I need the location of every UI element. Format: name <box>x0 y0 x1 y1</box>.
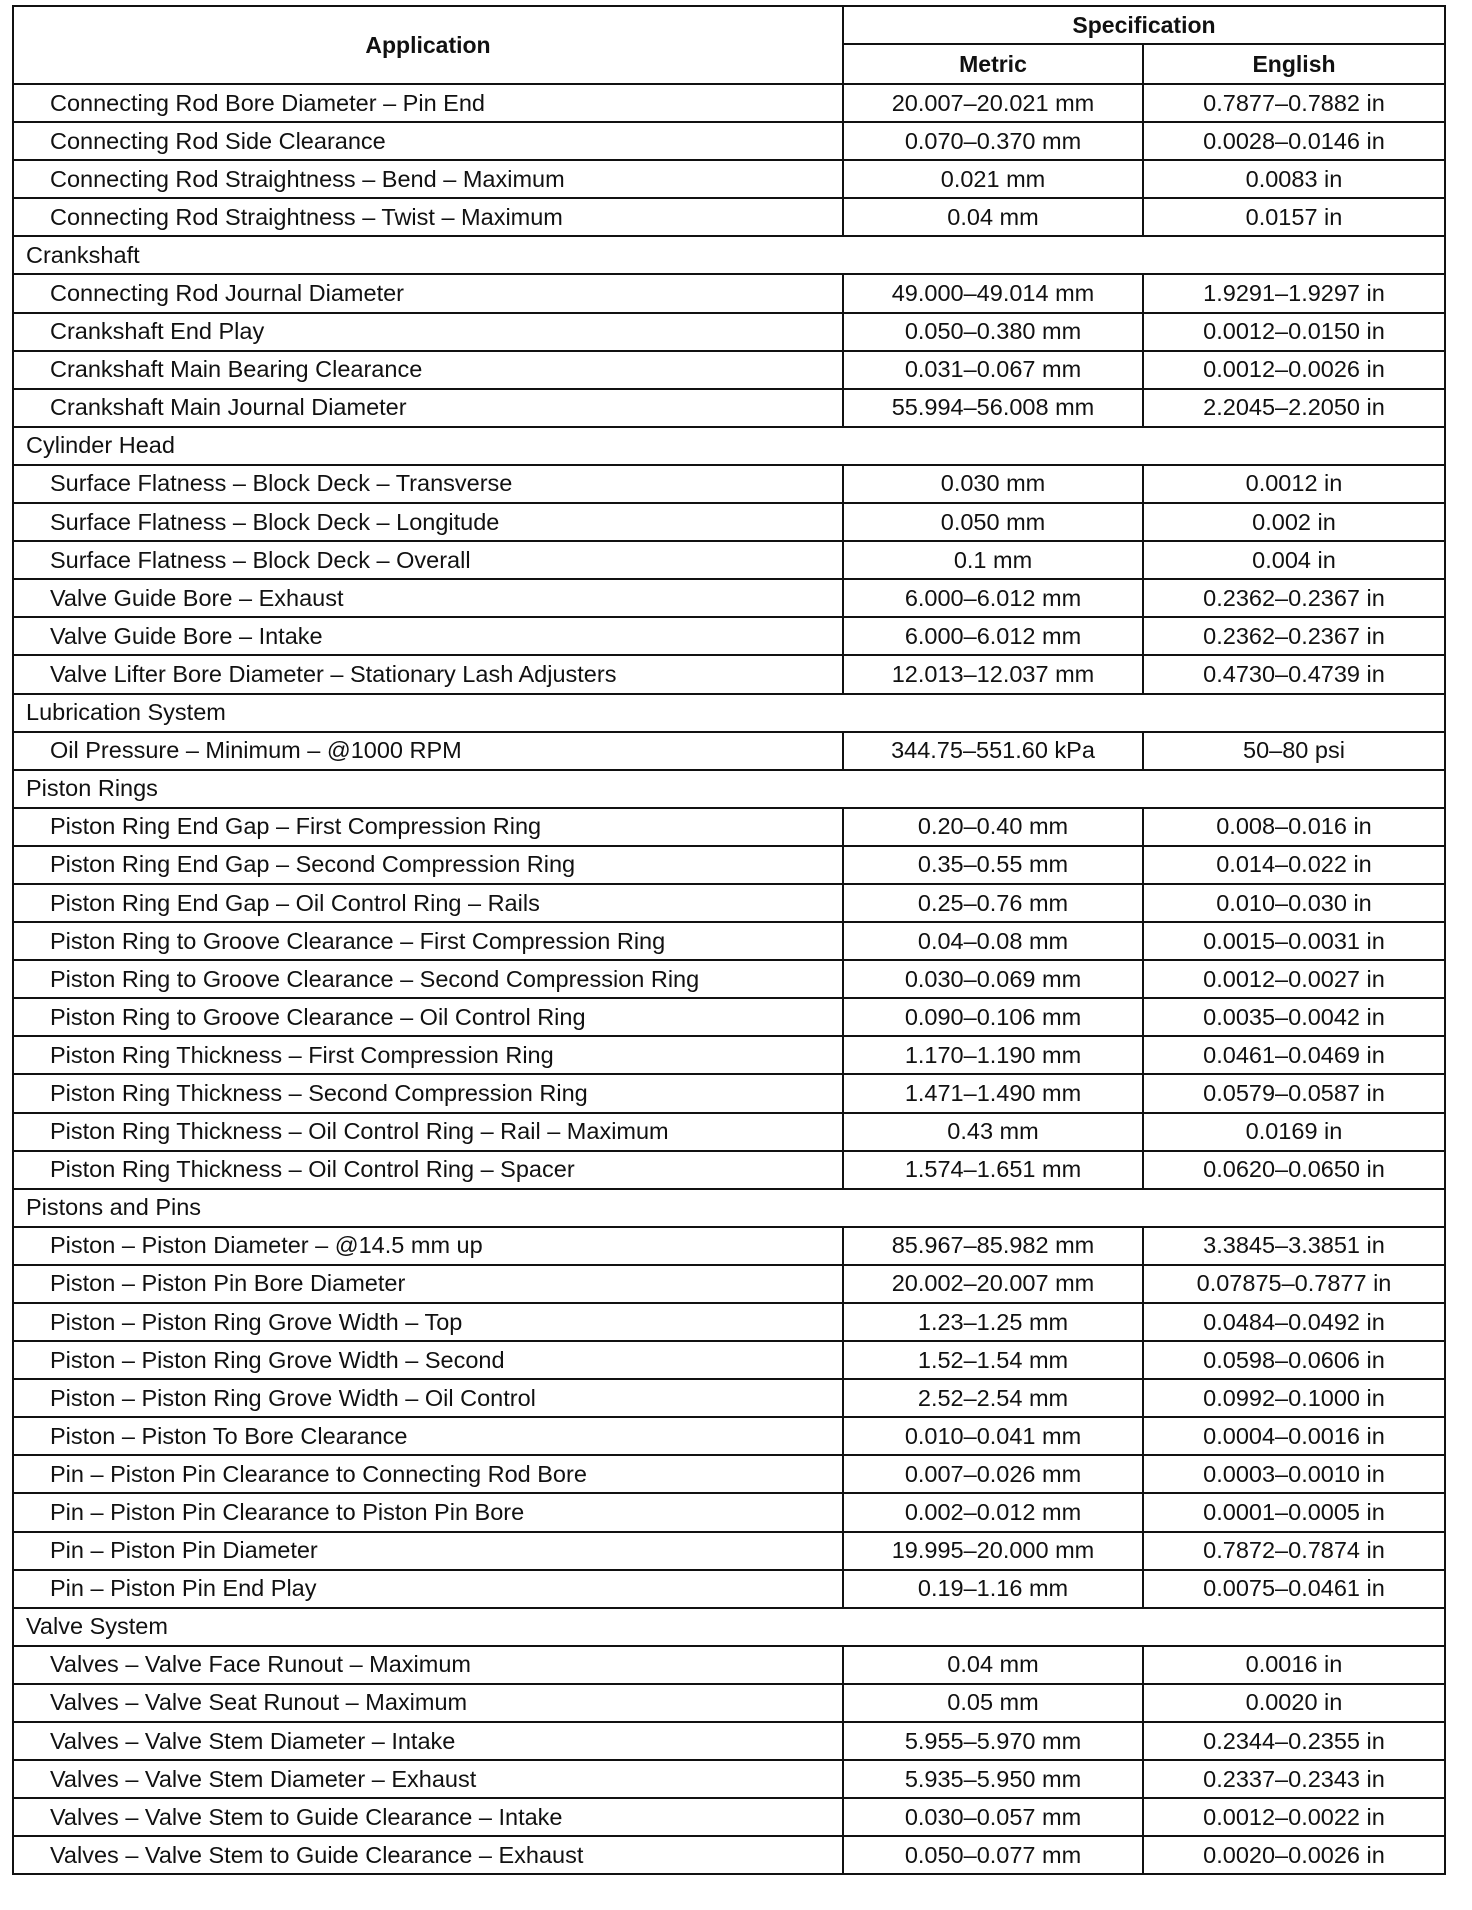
section-row <box>13 236 1445 274</box>
table-row <box>13 998 1445 1036</box>
table-body <box>13 84 1445 1874</box>
section-heading: Valve System <box>13 1608 1445 1646</box>
english-cell: 0.002 in <box>1143 503 1445 541</box>
section-row <box>13 694 1445 732</box>
table-row <box>13 655 1445 693</box>
table-row <box>13 1532 1445 1570</box>
application-cell: Piston Ring End Gap – Second Compression Ring <box>13 846 843 884</box>
section-heading: Crankshaft <box>13 236 1445 274</box>
metric-cell: 0.04–0.08 mm <box>843 922 1143 960</box>
english-cell: 0.0461–0.0469 in <box>1143 1036 1445 1074</box>
application-cell: Piston Ring Thickness – Oil Control Ring – Spacer <box>13 1151 843 1189</box>
section-heading: Pistons and Pins <box>13 1189 1445 1227</box>
english-cell: 0.0035–0.0042 in <box>1143 998 1445 1036</box>
english-cell: 0.0020 in <box>1143 1684 1445 1722</box>
application-cell: Piston – Piston Ring Grove Width – Second <box>13 1341 843 1379</box>
metric-cell: 0.030–0.057 mm <box>843 1798 1143 1836</box>
section-row <box>13 1189 1445 1227</box>
metric-cell: 19.995–20.000 mm <box>843 1532 1143 1570</box>
table-row <box>13 884 1445 922</box>
application-cell: Valves – Valve Stem to Guide Clearance – Exhaust <box>13 1836 843 1874</box>
english-cell: 0.07875–0.7877 in <box>1143 1265 1445 1303</box>
metric-cell: 0.030 mm <box>843 465 1143 503</box>
english-cell: 0.2337–0.2343 in <box>1143 1760 1445 1798</box>
table-row <box>13 198 1445 236</box>
application-cell: Piston Ring End Gap – Oil Control Ring – Rails <box>13 884 843 922</box>
metric-cell: 1.574–1.651 mm <box>843 1151 1143 1189</box>
metric-cell: 0.04 mm <box>843 1646 1143 1684</box>
application-cell: Valves – Valve Stem Diameter – Exhaust <box>13 1760 843 1798</box>
section-heading: Lubrication System <box>13 694 1445 732</box>
english-cell: 0.0015–0.0031 in <box>1143 922 1445 960</box>
metric-cell: 0.007–0.026 mm <box>843 1455 1143 1493</box>
metric-cell: 5.935–5.950 mm <box>843 1760 1143 1798</box>
table-row <box>13 1646 1445 1684</box>
english-cell: 0.0003–0.0010 in <box>1143 1455 1445 1493</box>
application-cell: Valves – Valve Stem Diameter – Intake <box>13 1722 843 1760</box>
application-cell: Surface Flatness – Block Deck – Overall <box>13 541 843 579</box>
table-row <box>13 846 1445 884</box>
table-row <box>13 1379 1445 1417</box>
english-cell: 0.0484–0.0492 in <box>1143 1303 1445 1341</box>
metric-cell: 0.070–0.370 mm <box>843 122 1143 160</box>
english-cell: 0.0598–0.0606 in <box>1143 1341 1445 1379</box>
application-cell: Valve Guide Bore – Intake <box>13 617 843 655</box>
metric-cell: 20.002–20.007 mm <box>843 1265 1143 1303</box>
english-cell: 50–80 psi <box>1143 732 1445 770</box>
english-cell: 3.3845–3.3851 in <box>1143 1227 1445 1265</box>
english-cell: 0.004 in <box>1143 541 1445 579</box>
application-cell: Surface Flatness – Block Deck – Transverse <box>13 465 843 503</box>
application-cell: Piston – Piston Ring Grove Width – Top <box>13 1303 843 1341</box>
metric-cell: 0.002–0.012 mm <box>843 1493 1143 1531</box>
metric-cell: 55.994–56.008 mm <box>843 389 1143 427</box>
application-cell: Piston – Piston Ring Grove Width – Oil Control <box>13 1379 843 1417</box>
spec-sheet <box>12 5 1444 1875</box>
table-row <box>13 1722 1445 1760</box>
english-cell: 0.0620–0.0650 in <box>1143 1151 1445 1189</box>
table-row <box>13 922 1445 960</box>
english-cell: 0.7877–0.7882 in <box>1143 84 1445 122</box>
metric-cell: 20.007–20.021 mm <box>843 84 1143 122</box>
english-cell: 0.0992–0.1000 in <box>1143 1379 1445 1417</box>
application-cell: Piston Ring Thickness – First Compression Ring <box>13 1036 843 1074</box>
application-cell: Piston Ring to Groove Clearance – Second Compression Ring <box>13 960 843 998</box>
table-row <box>13 122 1445 160</box>
engine-spec-table <box>12 5 1446 1875</box>
metric-cell: 2.52–2.54 mm <box>843 1379 1143 1417</box>
table-row <box>13 960 1445 998</box>
table-row <box>13 579 1445 617</box>
metric-cell: 0.030–0.069 mm <box>843 960 1143 998</box>
section-row <box>13 1608 1445 1646</box>
application-cell: Pin – Piston Pin Clearance to Connecting Rod Bore <box>13 1455 843 1493</box>
english-cell: 0.2344–0.2355 in <box>1143 1722 1445 1760</box>
english-cell: 1.9291–1.9297 in <box>1143 274 1445 312</box>
english-cell: 0.0083 in <box>1143 160 1445 198</box>
application-cell: Surface Flatness – Block Deck – Longitude <box>13 503 843 541</box>
english-cell: 0.2362–0.2367 in <box>1143 617 1445 655</box>
section-heading: Cylinder Head <box>13 427 1445 465</box>
application-cell: Valves – Valve Face Runout – Maximum <box>13 1646 843 1684</box>
application-cell: Pin – Piston Pin End Play <box>13 1570 843 1608</box>
application-cell: Pin – Piston Pin Diameter <box>13 1532 843 1570</box>
english-cell: 0.0004–0.0016 in <box>1143 1417 1445 1455</box>
metric-cell: 344.75–551.60 kPa <box>843 732 1143 770</box>
metric-cell: 0.35–0.55 mm <box>843 846 1143 884</box>
section-row <box>13 427 1445 465</box>
english-cell: 0.0157 in <box>1143 198 1445 236</box>
table-row <box>13 351 1445 389</box>
metric-cell: 1.471–1.490 mm <box>843 1074 1143 1112</box>
table-row <box>13 1455 1445 1493</box>
english-cell: 0.0075–0.0461 in <box>1143 1570 1445 1608</box>
application-cell: Piston Ring Thickness – Oil Control Ring – Rail – Maximum <box>13 1113 843 1151</box>
table-row <box>13 1341 1445 1379</box>
table-row <box>13 617 1445 655</box>
metric-cell: 85.967–85.982 mm <box>843 1227 1143 1265</box>
metric-cell: 0.05 mm <box>843 1684 1143 1722</box>
metric-cell: 0.1 mm <box>843 541 1143 579</box>
table-row <box>13 389 1445 427</box>
table-row <box>13 1493 1445 1531</box>
table-row <box>13 1798 1445 1836</box>
metric-cell: 0.20–0.40 mm <box>843 808 1143 846</box>
application-cell: Connecting Rod Bore Diameter – Pin End <box>13 84 843 122</box>
english-cell: 0.0169 in <box>1143 1113 1445 1151</box>
table-row <box>13 1303 1445 1341</box>
metric-cell: 0.050–0.380 mm <box>843 313 1143 351</box>
table-row <box>13 313 1445 351</box>
application-cell: Crankshaft End Play <box>13 313 843 351</box>
table-row <box>13 160 1445 198</box>
section-heading: Piston Rings <box>13 770 1445 808</box>
metric-cell: 1.170–1.190 mm <box>843 1036 1143 1074</box>
english-cell: 0.0020–0.0026 in <box>1143 1836 1445 1874</box>
english-cell: 0.0012 in <box>1143 465 1445 503</box>
metric-cell: 1.23–1.25 mm <box>843 1303 1143 1341</box>
table-row <box>13 541 1445 579</box>
english-cell: 0.0012–0.0150 in <box>1143 313 1445 351</box>
application-header: Application <box>13 6 843 84</box>
table-row <box>13 84 1445 122</box>
application-cell: Piston – Piston To Bore Clearance <box>13 1417 843 1455</box>
english-cell: 0.7872–0.7874 in <box>1143 1532 1445 1570</box>
application-cell: Valve Guide Bore – Exhaust <box>13 579 843 617</box>
application-cell: Valves – Valve Stem to Guide Clearance – Intake <box>13 1798 843 1836</box>
application-cell: Valves – Valve Seat Runout – Maximum <box>13 1684 843 1722</box>
table-row <box>13 274 1445 312</box>
table-row <box>13 1151 1445 1189</box>
metric-cell: 0.090–0.106 mm <box>843 998 1143 1036</box>
section-row <box>13 770 1445 808</box>
table-row <box>13 1265 1445 1303</box>
specification-header: Specification <box>843 6 1445 44</box>
table-row <box>13 1570 1445 1608</box>
table-row <box>13 1417 1445 1455</box>
english-header: English <box>1143 44 1445 84</box>
metric-cell: 0.19–1.16 mm <box>843 1570 1143 1608</box>
metric-cell: 6.000–6.012 mm <box>843 579 1143 617</box>
metric-cell: 0.43 mm <box>843 1113 1143 1151</box>
table-row <box>13 1684 1445 1722</box>
english-cell: 2.2045–2.2050 in <box>1143 389 1445 427</box>
table-row <box>13 1760 1445 1798</box>
table-row <box>13 503 1445 541</box>
application-cell: Piston Ring Thickness – Second Compression Ring <box>13 1074 843 1112</box>
application-cell: Piston – Piston Diameter – @14.5 mm up <box>13 1227 843 1265</box>
application-cell: Piston Ring End Gap – First Compression Ring <box>13 808 843 846</box>
table-row <box>13 1113 1445 1151</box>
metric-cell: 0.010–0.041 mm <box>843 1417 1143 1455</box>
english-cell: 0.0012–0.0026 in <box>1143 351 1445 389</box>
table-row <box>13 732 1445 770</box>
metric-cell: 0.050–0.077 mm <box>843 1836 1143 1874</box>
application-cell: Oil Pressure – Minimum – @1000 RPM <box>13 732 843 770</box>
english-cell: 0.008–0.016 in <box>1143 808 1445 846</box>
application-cell: Piston Ring to Groove Clearance – First Compression Ring <box>13 922 843 960</box>
english-cell: 0.0579–0.0587 in <box>1143 1074 1445 1112</box>
english-cell: 0.0012–0.0022 in <box>1143 1798 1445 1836</box>
table-row <box>13 1074 1445 1112</box>
table-row <box>13 1036 1445 1074</box>
application-cell: Crankshaft Main Bearing Clearance <box>13 351 843 389</box>
application-cell: Connecting Rod Straightness – Twist – Maximum <box>13 198 843 236</box>
metric-cell: 0.25–0.76 mm <box>843 884 1143 922</box>
application-cell: Connecting Rod Straightness – Bend – Maximum <box>13 160 843 198</box>
metric-header: Metric <box>843 44 1143 84</box>
table-row <box>13 1836 1445 1874</box>
metric-cell: 0.050 mm <box>843 503 1143 541</box>
table-row <box>13 808 1445 846</box>
metric-cell: 1.52–1.54 mm <box>843 1341 1143 1379</box>
english-cell: 0.4730–0.4739 in <box>1143 655 1445 693</box>
english-cell: 0.0012–0.0027 in <box>1143 960 1445 998</box>
application-cell: Piston Ring to Groove Clearance – Oil Control Ring <box>13 998 843 1036</box>
english-cell: 0.2362–0.2367 in <box>1143 579 1445 617</box>
metric-cell: 5.955–5.970 mm <box>843 1722 1143 1760</box>
english-cell: 0.010–0.030 in <box>1143 884 1445 922</box>
application-cell: Crankshaft Main Journal Diameter <box>13 389 843 427</box>
english-cell: 0.0001–0.0005 in <box>1143 1493 1445 1531</box>
metric-cell: 12.013–12.037 mm <box>843 655 1143 693</box>
table-row <box>13 1227 1445 1265</box>
application-cell: Connecting Rod Journal Diameter <box>13 274 843 312</box>
application-cell: Connecting Rod Side Clearance <box>13 122 843 160</box>
application-cell: Valve Lifter Bore Diameter – Stationary Lash Adjusters <box>13 655 843 693</box>
table-header <box>13 6 1445 84</box>
metric-cell: 0.021 mm <box>843 160 1143 198</box>
metric-cell: 6.000–6.012 mm <box>843 617 1143 655</box>
application-cell: Pin – Piston Pin Clearance to Piston Pin Bore <box>13 1493 843 1531</box>
metric-cell: 0.031–0.067 mm <box>843 351 1143 389</box>
english-cell: 0.014–0.022 in <box>1143 846 1445 884</box>
application-cell: Piston – Piston Pin Bore Diameter <box>13 1265 843 1303</box>
metric-cell: 0.04 mm <box>843 198 1143 236</box>
table-row <box>13 465 1445 503</box>
english-cell: 0.0028–0.0146 in <box>1143 122 1445 160</box>
english-cell: 0.0016 in <box>1143 1646 1445 1684</box>
metric-cell: 49.000–49.014 mm <box>843 274 1143 312</box>
